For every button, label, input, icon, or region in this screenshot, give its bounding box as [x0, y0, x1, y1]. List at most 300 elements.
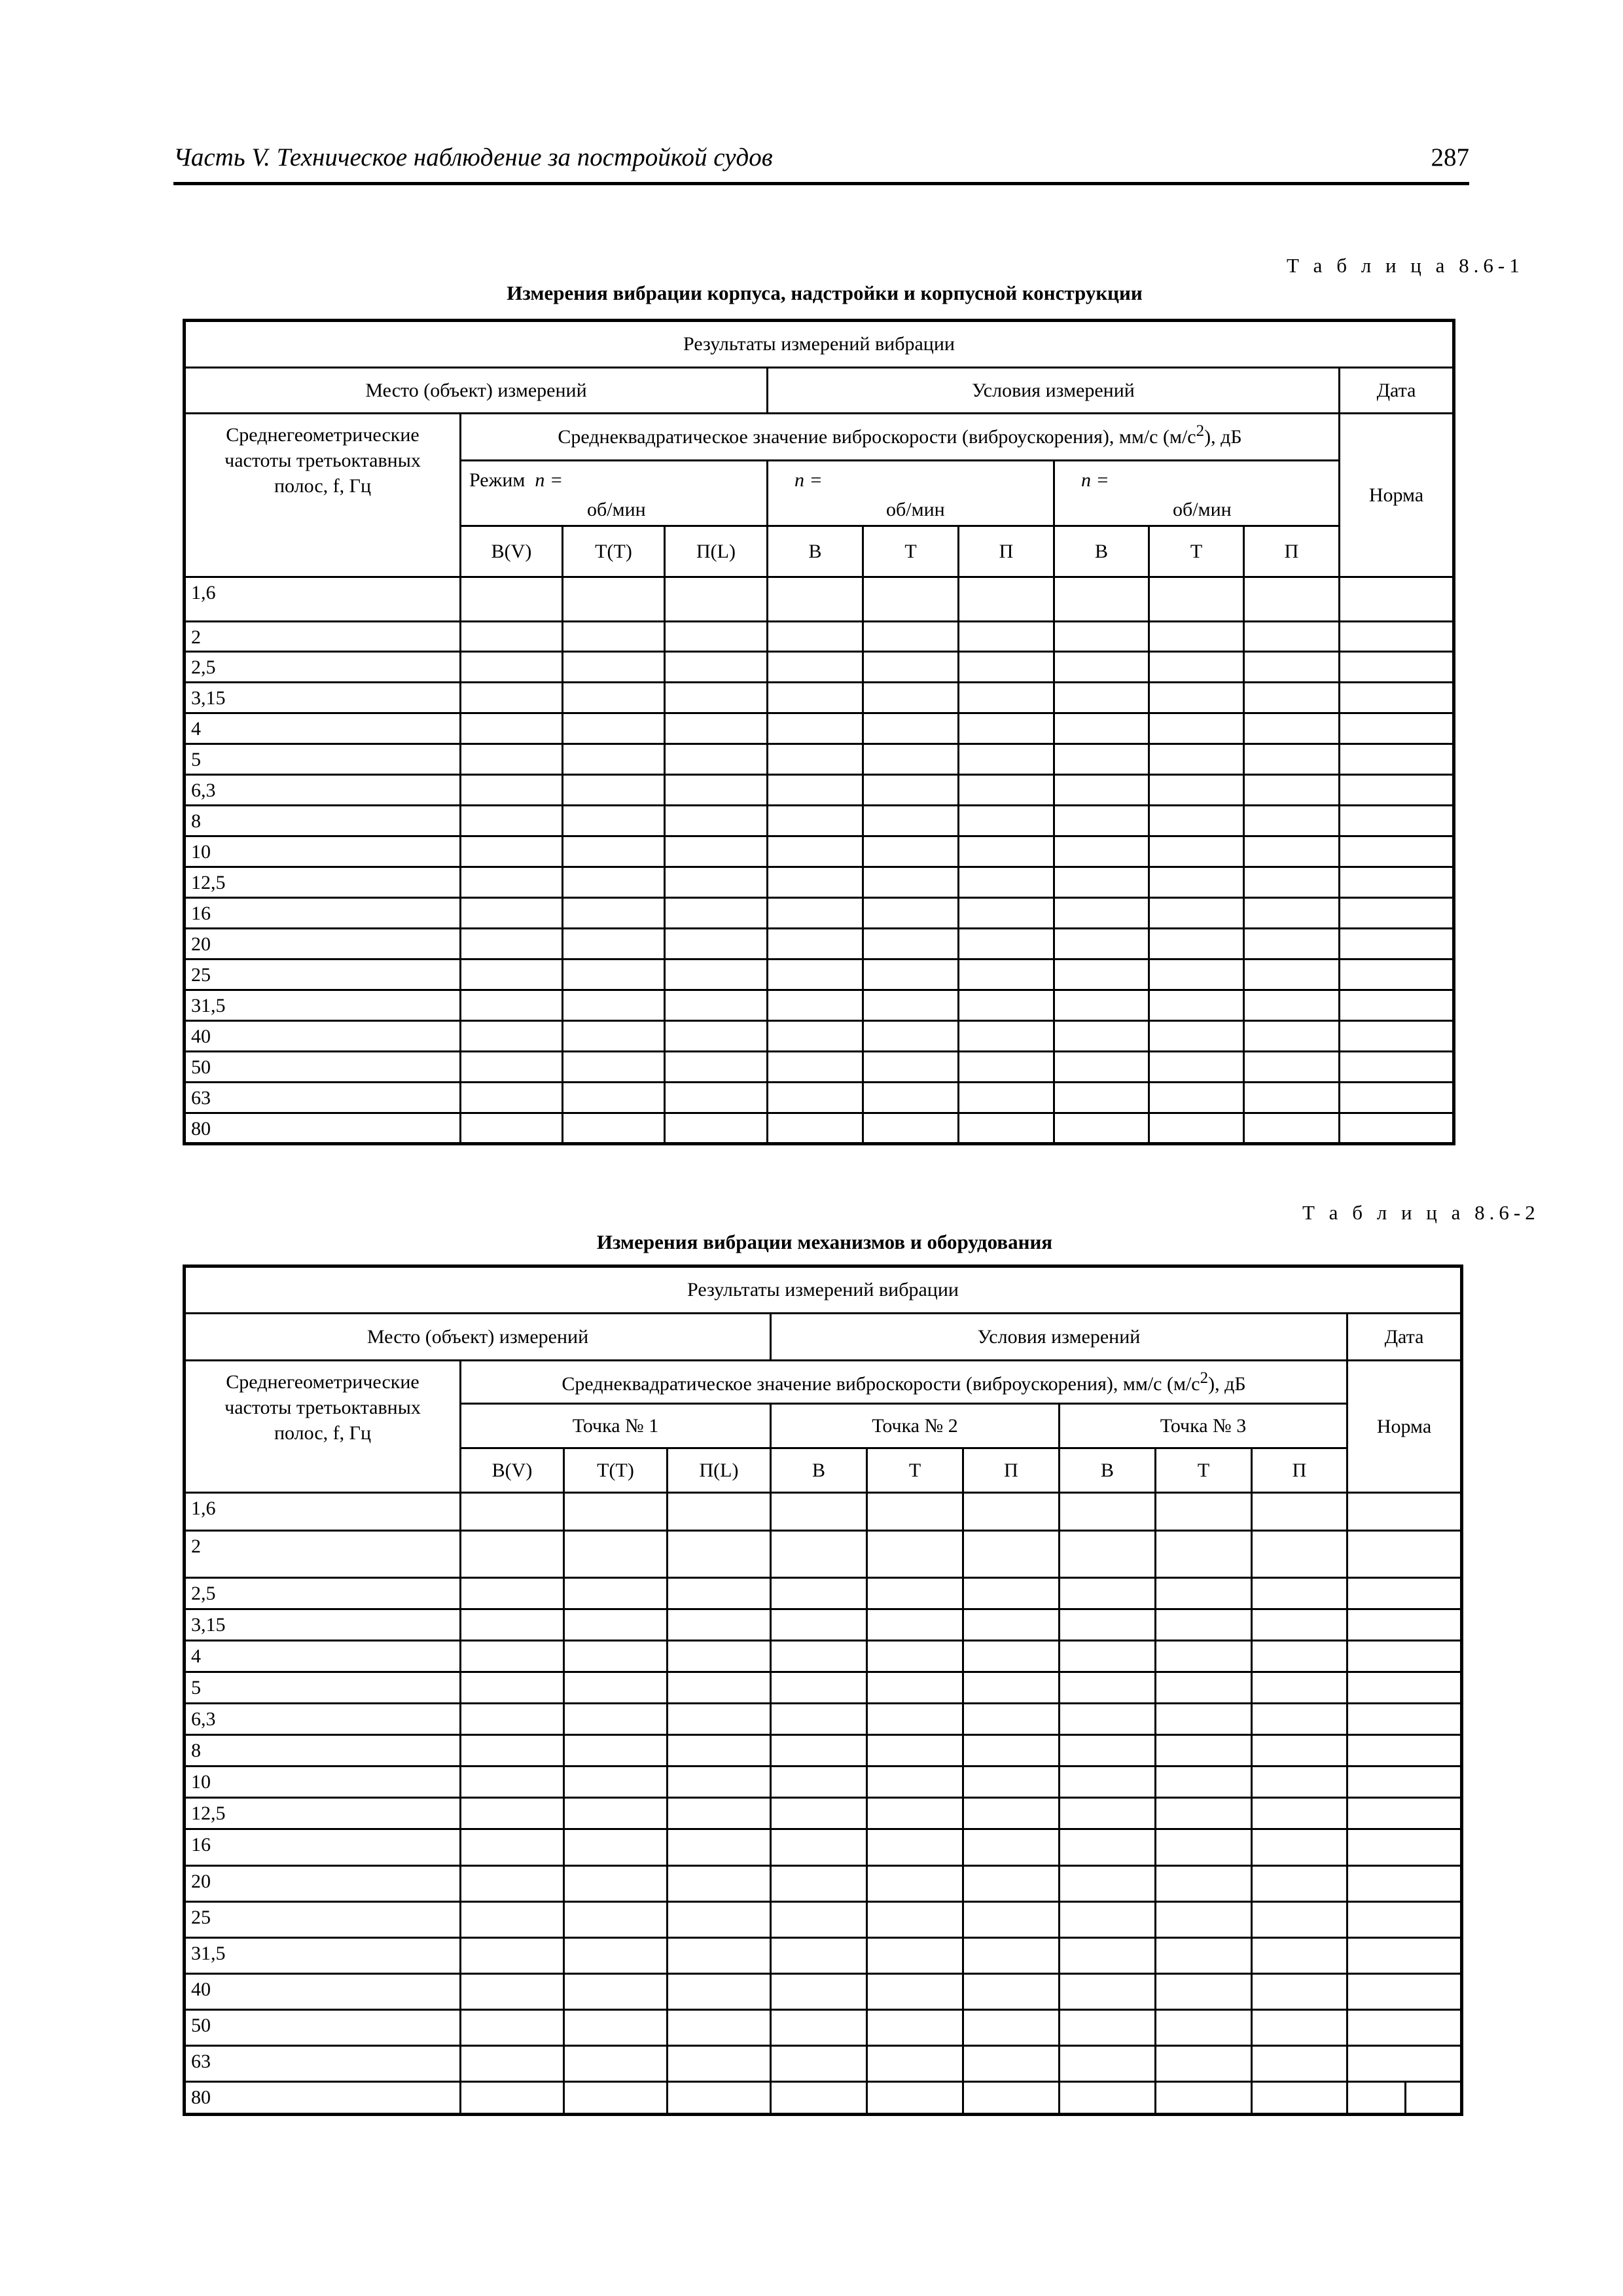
value-cell[interactable]	[1252, 2082, 1347, 2115]
value-cell[interactable]	[563, 960, 665, 990]
value-cell[interactable]	[863, 775, 959, 806]
value-cell[interactable]	[959, 960, 1054, 990]
value-cell[interactable]	[768, 1021, 863, 1052]
value-cell[interactable]	[665, 744, 768, 775]
value-cell[interactable]	[1149, 1021, 1244, 1052]
value-cell[interactable]	[959, 775, 1054, 806]
value-cell[interactable]	[665, 1113, 768, 1144]
value-cell[interactable]	[668, 1798, 771, 1829]
value-cell[interactable]	[1244, 960, 1340, 990]
value-cell[interactable]	[461, 622, 563, 652]
value-cell[interactable]	[771, 1578, 867, 1609]
value-cell[interactable]	[1060, 1672, 1156, 1704]
value-cell[interactable]	[863, 960, 959, 990]
value-cell[interactable]	[461, 775, 563, 806]
value-cell[interactable]	[867, 1493, 963, 1531]
value-cell[interactable]	[959, 836, 1054, 867]
value-cell[interactable]	[461, 929, 563, 960]
value-cell[interactable]	[867, 1829, 963, 1866]
value-cell[interactable]	[1252, 1578, 1347, 1609]
value-cell[interactable]	[564, 1578, 668, 1609]
value-cell[interactable]	[1156, 1767, 1252, 1798]
value-cell[interactable]	[461, 1767, 564, 1798]
value-cell[interactable]	[1054, 929, 1149, 960]
norm-cell[interactable]	[1340, 1113, 1454, 1144]
value-cell[interactable]	[1149, 929, 1244, 960]
norm-cell[interactable]	[1347, 2046, 1462, 2082]
value-cell[interactable]	[771, 2046, 867, 2082]
value-cell[interactable]	[768, 1113, 863, 1144]
value-cell[interactable]	[1054, 622, 1149, 652]
norm-cell[interactable]	[1340, 836, 1454, 867]
value-cell[interactable]	[461, 990, 563, 1021]
value-cell[interactable]	[668, 1672, 771, 1704]
value-cell[interactable]	[563, 775, 665, 806]
value-cell[interactable]	[963, 1672, 1060, 1704]
value-cell[interactable]	[563, 1052, 665, 1083]
value-cell[interactable]	[668, 1866, 771, 1902]
value-cell[interactable]	[768, 898, 863, 929]
value-cell[interactable]	[1156, 1974, 1252, 2010]
value-cell[interactable]	[867, 1609, 963, 1641]
value-cell[interactable]	[867, 1531, 963, 1578]
value-cell[interactable]	[959, 929, 1054, 960]
value-cell[interactable]	[867, 1735, 963, 1767]
value-cell[interactable]	[1252, 1735, 1347, 1767]
value-cell[interactable]	[963, 1767, 1060, 1798]
value-cell[interactable]	[563, 836, 665, 867]
value-cell[interactable]	[771, 1704, 867, 1735]
value-cell[interactable]	[461, 1493, 564, 1531]
value-cell[interactable]	[668, 1578, 771, 1609]
value-cell[interactable]	[771, 1672, 867, 1704]
value-cell[interactable]	[665, 652, 768, 683]
norm-cell[interactable]	[1340, 1083, 1454, 1113]
value-cell[interactable]	[963, 1704, 1060, 1735]
norm-cell[interactable]	[1347, 1767, 1462, 1798]
value-cell[interactable]	[1054, 836, 1149, 867]
norm-cell[interactable]	[1340, 775, 1454, 806]
value-cell[interactable]	[1244, 775, 1340, 806]
value-cell[interactable]	[1149, 898, 1244, 929]
value-cell[interactable]	[963, 1531, 1060, 1578]
value-cell[interactable]	[461, 898, 563, 929]
value-cell[interactable]	[959, 990, 1054, 1021]
value-cell[interactable]	[665, 577, 768, 622]
value-cell[interactable]	[665, 622, 768, 652]
value-cell[interactable]	[461, 1641, 564, 1672]
value-cell[interactable]	[564, 1641, 668, 1672]
value-cell[interactable]	[867, 1902, 963, 1938]
value-cell[interactable]	[1244, 652, 1340, 683]
value-cell[interactable]	[1156, 1578, 1252, 1609]
value-cell[interactable]	[461, 1113, 563, 1144]
value-cell[interactable]	[1060, 1704, 1156, 1735]
value-cell[interactable]	[771, 1938, 867, 1974]
value-cell[interactable]	[1156, 2010, 1252, 2046]
value-cell[interactable]	[665, 867, 768, 898]
value-cell[interactable]	[959, 1113, 1054, 1144]
value-cell[interactable]	[564, 1829, 668, 1866]
value-cell[interactable]	[1054, 990, 1149, 1021]
value-cell[interactable]	[1156, 1938, 1252, 1974]
value-cell[interactable]	[563, 713, 665, 744]
value-cell[interactable]	[768, 960, 863, 990]
norm-cell[interactable]	[1347, 1829, 1462, 1866]
value-cell[interactable]	[668, 1767, 771, 1798]
value-cell[interactable]	[665, 929, 768, 960]
value-cell[interactable]	[1060, 1735, 1156, 1767]
value-cell[interactable]	[963, 2082, 1060, 2115]
value-cell[interactable]	[563, 577, 665, 622]
value-cell[interactable]	[1156, 1704, 1252, 1735]
value-cell[interactable]	[665, 775, 768, 806]
norm-cell[interactable]	[1340, 990, 1454, 1021]
value-cell[interactable]	[1149, 1083, 1244, 1113]
value-cell[interactable]	[668, 1735, 771, 1767]
value-cell[interactable]	[863, 1052, 959, 1083]
value-cell[interactable]	[768, 929, 863, 960]
value-cell[interactable]	[1060, 1902, 1156, 1938]
value-cell[interactable]	[963, 2010, 1060, 2046]
value-cell[interactable]	[1252, 2046, 1347, 2082]
value-cell[interactable]	[563, 990, 665, 1021]
value-cell[interactable]	[1252, 1672, 1347, 1704]
value-cell[interactable]	[1149, 713, 1244, 744]
value-cell[interactable]	[461, 1938, 564, 1974]
value-cell[interactable]	[867, 1938, 963, 1974]
norm-cell[interactable]	[1347, 1798, 1462, 1829]
value-cell[interactable]	[1054, 806, 1149, 836]
value-cell[interactable]	[461, 652, 563, 683]
value-cell[interactable]	[1149, 577, 1244, 622]
value-cell[interactable]	[771, 1609, 867, 1641]
value-cell[interactable]	[1244, 577, 1340, 622]
norm-cell[interactable]	[1347, 1493, 1462, 1531]
norm-cell[interactable]	[1340, 898, 1454, 929]
value-cell[interactable]	[1244, 744, 1340, 775]
value-cell[interactable]	[1156, 1493, 1252, 1531]
value-cell[interactable]	[863, 898, 959, 929]
value-cell[interactable]	[1054, 1021, 1149, 1052]
value-cell[interactable]	[563, 898, 665, 929]
value-cell[interactable]	[963, 1578, 1060, 1609]
value-cell[interactable]	[564, 1704, 668, 1735]
value-cell[interactable]	[564, 1798, 668, 1829]
value-cell[interactable]	[461, 836, 563, 867]
value-cell[interactable]	[564, 1609, 668, 1641]
value-cell[interactable]	[1244, 713, 1340, 744]
value-cell[interactable]	[1252, 1767, 1347, 1798]
value-cell[interactable]	[963, 1641, 1060, 1672]
value-cell[interactable]	[564, 1938, 668, 1974]
value-cell[interactable]	[665, 1083, 768, 1113]
value-cell[interactable]	[863, 1021, 959, 1052]
value-cell[interactable]	[1060, 1493, 1156, 1531]
value-cell[interactable]	[867, 2082, 963, 2115]
value-cell[interactable]	[963, 1866, 1060, 1902]
value-cell[interactable]	[461, 1974, 564, 2010]
value-cell[interactable]	[771, 1974, 867, 2010]
value-cell[interactable]	[1060, 1531, 1156, 1578]
value-cell[interactable]	[564, 1735, 668, 1767]
value-cell[interactable]	[1060, 2046, 1156, 2082]
value-cell[interactable]	[771, 1767, 867, 1798]
value-cell[interactable]	[461, 1672, 564, 1704]
value-cell[interactable]	[959, 622, 1054, 652]
value-cell[interactable]	[461, 713, 563, 744]
value-cell[interactable]	[563, 622, 665, 652]
value-cell[interactable]	[959, 577, 1054, 622]
norm-cell[interactable]	[1340, 1021, 1454, 1052]
value-cell[interactable]	[1054, 898, 1149, 929]
value-cell[interactable]	[1156, 2082, 1252, 2115]
value-cell[interactable]	[668, 1704, 771, 1735]
value-cell[interactable]	[768, 806, 863, 836]
value-cell[interactable]	[1156, 1531, 1252, 1578]
value-cell[interactable]	[668, 2046, 771, 2082]
value-cell[interactable]	[668, 1974, 771, 2010]
value-cell[interactable]	[1244, 1113, 1340, 1144]
value-cell[interactable]	[1054, 867, 1149, 898]
value-cell[interactable]	[1156, 1829, 1252, 1866]
value-cell[interactable]	[665, 683, 768, 713]
value-cell[interactable]	[461, 1609, 564, 1641]
value-cell[interactable]	[768, 713, 863, 744]
value-cell[interactable]	[959, 713, 1054, 744]
value-cell[interactable]	[564, 1531, 668, 1578]
value-cell[interactable]	[1252, 1641, 1347, 1672]
value-cell[interactable]	[1149, 867, 1244, 898]
value-cell[interactable]	[564, 1493, 668, 1531]
value-cell[interactable]	[863, 652, 959, 683]
value-cell[interactable]	[1252, 1798, 1347, 1829]
value-cell[interactable]	[1060, 2082, 1156, 2115]
norm-cell[interactable]	[1347, 1938, 1462, 1974]
value-cell[interactable]	[563, 1083, 665, 1113]
norm-cell[interactable]	[1347, 1578, 1462, 1609]
value-cell[interactable]	[461, 867, 563, 898]
value-cell[interactable]	[1054, 652, 1149, 683]
value-cell[interactable]	[1252, 2010, 1347, 2046]
norm-cell[interactable]	[1340, 652, 1454, 683]
value-cell[interactable]	[863, 744, 959, 775]
value-cell[interactable]	[461, 1902, 564, 1938]
norm-cell[interactable]	[1347, 1974, 1462, 2010]
value-cell[interactable]	[1149, 836, 1244, 867]
value-cell[interactable]	[1060, 1866, 1156, 1902]
value-cell[interactable]	[1054, 775, 1149, 806]
norm-cell[interactable]	[1347, 1641, 1462, 1672]
value-cell[interactable]	[1149, 622, 1244, 652]
value-cell[interactable]	[461, 1052, 563, 1083]
value-cell[interactable]	[771, 1641, 867, 1672]
value-cell[interactable]	[771, 1829, 867, 1866]
value-cell[interactable]	[668, 2010, 771, 2046]
value-cell[interactable]	[564, 2010, 668, 2046]
value-cell[interactable]	[1244, 836, 1340, 867]
norm-cell[interactable]	[1340, 929, 1454, 960]
value-cell[interactable]	[863, 1083, 959, 1113]
norm-cell[interactable]	[1340, 577, 1454, 622]
value-cell[interactable]	[668, 1493, 771, 1531]
value-cell[interactable]	[1244, 683, 1340, 713]
value-cell[interactable]	[668, 2082, 771, 2115]
value-cell[interactable]	[563, 929, 665, 960]
value-cell[interactable]	[1060, 1938, 1156, 1974]
norm-cell[interactable]	[1347, 1704, 1462, 1735]
value-cell[interactable]	[668, 1641, 771, 1672]
value-cell[interactable]	[768, 622, 863, 652]
value-cell[interactable]	[668, 1609, 771, 1641]
norm-cell[interactable]	[1340, 960, 1454, 990]
value-cell[interactable]	[1252, 1866, 1347, 1902]
value-cell[interactable]	[665, 806, 768, 836]
value-cell[interactable]	[1149, 1052, 1244, 1083]
value-cell[interactable]	[668, 1829, 771, 1866]
value-cell[interactable]	[1060, 2010, 1156, 2046]
value-cell[interactable]	[959, 867, 1054, 898]
value-cell[interactable]	[1244, 622, 1340, 652]
value-cell[interactable]	[963, 1902, 1060, 1938]
value-cell[interactable]	[1054, 1113, 1149, 1144]
value-cell[interactable]	[963, 1493, 1060, 1531]
value-cell[interactable]	[668, 1938, 771, 1974]
value-cell[interactable]	[768, 683, 863, 713]
value-cell[interactable]	[959, 683, 1054, 713]
value-cell[interactable]	[863, 1113, 959, 1144]
value-cell[interactable]	[461, 1829, 564, 1866]
value-cell[interactable]	[867, 1767, 963, 1798]
value-cell[interactable]	[863, 806, 959, 836]
value-cell[interactable]	[867, 1641, 963, 1672]
value-cell[interactable]	[563, 867, 665, 898]
value-cell[interactable]	[1156, 1902, 1252, 1938]
value-cell[interactable]	[1244, 1083, 1340, 1113]
value-cell[interactable]	[461, 2046, 564, 2082]
value-cell[interactable]	[963, 1974, 1060, 2010]
value-cell[interactable]	[1156, 2046, 1252, 2082]
value-cell[interactable]	[1149, 775, 1244, 806]
value-cell[interactable]	[867, 1704, 963, 1735]
value-cell[interactable]	[768, 577, 863, 622]
value-cell[interactable]	[668, 1531, 771, 1578]
value-cell[interactable]	[771, 2082, 867, 2115]
value-cell[interactable]	[1054, 1083, 1149, 1113]
value-cell[interactable]	[867, 2010, 963, 2046]
value-cell[interactable]	[1060, 1974, 1156, 2010]
value-cell[interactable]	[1252, 1531, 1347, 1578]
value-cell[interactable]	[863, 990, 959, 1021]
value-cell[interactable]	[1149, 806, 1244, 836]
value-cell[interactable]	[564, 1902, 668, 1938]
value-cell[interactable]	[564, 1672, 668, 1704]
value-cell[interactable]	[771, 1735, 867, 1767]
value-cell[interactable]	[564, 1767, 668, 1798]
value-cell[interactable]	[564, 2082, 668, 2115]
value-cell[interactable]	[867, 1798, 963, 1829]
value-cell[interactable]	[867, 1866, 963, 1902]
value-cell[interactable]	[768, 775, 863, 806]
value-cell[interactable]	[771, 1902, 867, 1938]
value-cell[interactable]	[1060, 1767, 1156, 1798]
value-cell[interactable]	[863, 683, 959, 713]
value-cell[interactable]	[1156, 1672, 1252, 1704]
value-cell[interactable]	[963, 2046, 1060, 2082]
value-cell[interactable]	[771, 1493, 867, 1531]
value-cell[interactable]	[461, 1866, 564, 1902]
norm-cell[interactable]	[1347, 2010, 1462, 2046]
value-cell[interactable]	[1244, 867, 1340, 898]
value-cell[interactable]	[665, 713, 768, 744]
norm-cell[interactable]	[1347, 1866, 1462, 1902]
value-cell[interactable]	[768, 1083, 863, 1113]
value-cell[interactable]	[668, 1902, 771, 1938]
value-cell[interactable]	[461, 806, 563, 836]
norm-cell[interactable]	[1347, 1902, 1462, 1938]
value-cell[interactable]	[1252, 1974, 1347, 2010]
value-cell[interactable]	[863, 929, 959, 960]
value-cell[interactable]	[1054, 744, 1149, 775]
value-cell[interactable]	[863, 577, 959, 622]
value-cell[interactable]	[1060, 1609, 1156, 1641]
value-cell[interactable]	[771, 1531, 867, 1578]
value-cell[interactable]	[959, 806, 1054, 836]
value-cell[interactable]	[461, 2010, 564, 2046]
value-cell[interactable]	[1252, 1938, 1347, 1974]
norm-cell[interactable]	[1340, 622, 1454, 652]
value-cell[interactable]	[1149, 652, 1244, 683]
value-cell[interactable]	[461, 1021, 563, 1052]
value-cell[interactable]	[1252, 1902, 1347, 1938]
value-cell[interactable]	[963, 1735, 1060, 1767]
value-cell[interactable]	[867, 2046, 963, 2082]
value-cell[interactable]	[563, 1021, 665, 1052]
value-cell[interactable]	[564, 1866, 668, 1902]
value-cell[interactable]	[564, 2046, 668, 2082]
norm-cell[interactable]	[1340, 1052, 1454, 1083]
value-cell[interactable]	[1060, 1798, 1156, 1829]
value-cell[interactable]	[564, 1974, 668, 2010]
value-cell[interactable]	[1244, 806, 1340, 836]
value-cell[interactable]	[1060, 1641, 1156, 1672]
value-cell[interactable]	[1252, 1704, 1347, 1735]
value-cell[interactable]	[563, 1113, 665, 1144]
value-cell[interactable]	[867, 1974, 963, 2010]
value-cell[interactable]	[461, 1735, 564, 1767]
value-cell[interactable]	[1054, 577, 1149, 622]
norm-cell[interactable]	[1340, 683, 1454, 713]
norm-cell[interactable]	[1347, 1735, 1462, 1767]
value-cell[interactable]	[1252, 1609, 1347, 1641]
value-cell[interactable]	[959, 1083, 1054, 1113]
value-cell[interactable]	[863, 713, 959, 744]
value-cell[interactable]	[1149, 990, 1244, 1021]
value-cell[interactable]	[461, 2082, 564, 2115]
value-cell[interactable]	[963, 1938, 1060, 1974]
value-cell[interactable]	[461, 960, 563, 990]
value-cell[interactable]	[461, 577, 563, 622]
value-cell[interactable]	[461, 1578, 564, 1609]
value-cell[interactable]	[665, 1021, 768, 1052]
value-cell[interactable]	[665, 990, 768, 1021]
value-cell[interactable]	[461, 744, 563, 775]
value-cell[interactable]	[665, 898, 768, 929]
value-cell[interactable]	[867, 1672, 963, 1704]
value-cell[interactable]	[563, 683, 665, 713]
value-cell[interactable]	[771, 1866, 867, 1902]
value-cell[interactable]	[1156, 1609, 1252, 1641]
